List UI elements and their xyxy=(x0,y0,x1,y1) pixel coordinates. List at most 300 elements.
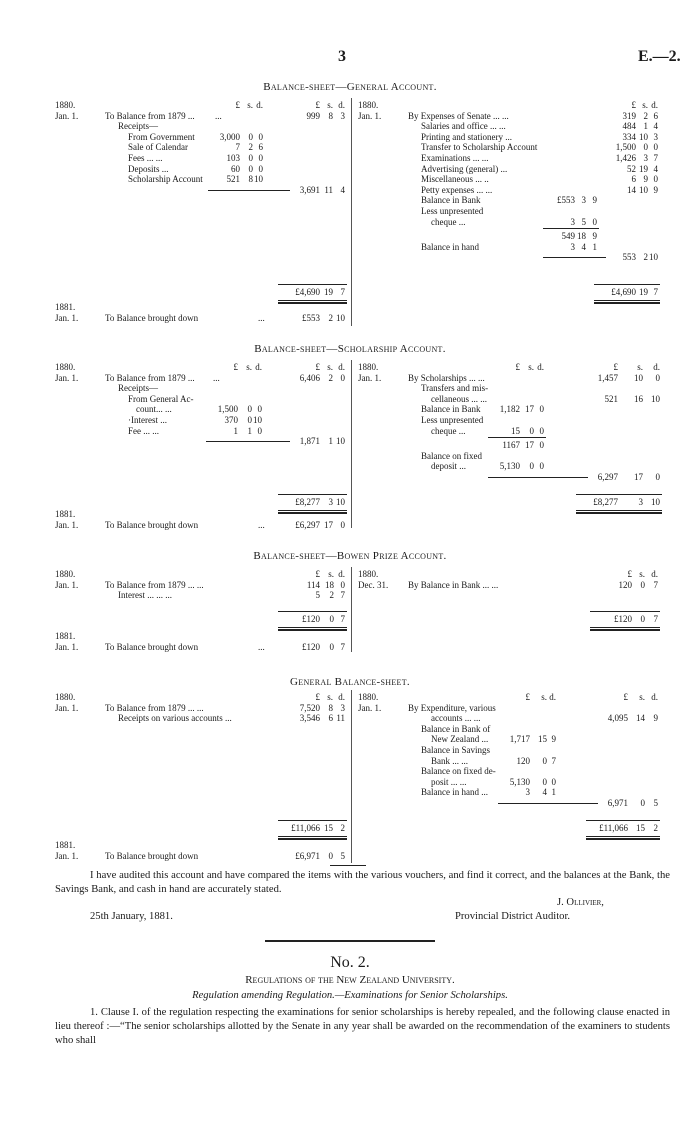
entry-label: Less unpresented xyxy=(421,205,484,216)
ledger-row xyxy=(47,713,352,724)
inner-amount-pence: 0 xyxy=(258,152,263,163)
entry-label: Balance in hand xyxy=(421,241,479,252)
inner-column-head-pounds: £ xyxy=(515,362,520,372)
outer-amount-pence: 0 xyxy=(655,471,660,482)
inner-amount-shillings: 0 xyxy=(248,131,253,142)
inner-amount-pounds: £553 xyxy=(557,195,575,206)
inner-column-head-pence: d. xyxy=(255,362,262,372)
inner-amount-shillings: 0 xyxy=(542,776,547,787)
entry-year: 1881. xyxy=(55,631,76,641)
outer-amount-shillings: 1 xyxy=(328,436,333,447)
outer-amount-pence: 0 xyxy=(653,142,658,153)
outer-column-head-pence: d. xyxy=(338,692,345,702)
outer-amount-pence: 10 xyxy=(649,252,658,263)
entry-label: To Balance from 1879 ... xyxy=(105,372,195,383)
total-rule xyxy=(278,494,347,495)
entry-label: To Balance brought down xyxy=(105,519,199,530)
outer-amount-pounds: 6,297 xyxy=(597,471,618,482)
entry-label: ·Interest ... xyxy=(128,414,167,425)
outer-amount-pence: 0 xyxy=(655,372,660,383)
total-amount-pounds: £4,690 xyxy=(295,287,320,297)
right-column xyxy=(358,569,663,590)
brought-down-amount-shillings: 0 xyxy=(329,641,334,652)
inner-amount-shillings: 17 xyxy=(525,440,534,451)
outer-amount-pence: 9 xyxy=(653,713,658,724)
brought-down-amount-pounds: £6,297 xyxy=(295,519,320,530)
outer-amount-pounds: 6 xyxy=(631,174,636,185)
ledger-row xyxy=(47,394,352,405)
brought-down-amount-shillings: 2 xyxy=(328,312,333,323)
outer-amount-shillings: 9 xyxy=(643,174,648,185)
balance-brought-down xyxy=(47,840,352,861)
entry-label: Fees ... ... xyxy=(128,152,163,163)
inner-amount-shillings: 18 xyxy=(577,231,586,242)
brought-down-amount-pounds: £553 xyxy=(302,312,320,323)
ledger-row xyxy=(358,580,663,591)
left-column xyxy=(47,100,352,195)
total-row xyxy=(358,823,663,834)
outer-column-head-shillings: s. xyxy=(327,362,333,372)
inner-amount-pence: 0 xyxy=(258,163,263,174)
total-amount-shillings: 0 xyxy=(640,614,645,624)
brought-down-amount-shillings: 0 xyxy=(328,850,333,861)
outer-amount-pounds: 6,406 xyxy=(299,372,320,383)
entry-date: Jan. 1. xyxy=(358,110,382,121)
inner-amount-pence: 9 xyxy=(592,195,597,206)
outer-amount-pounds: 7,520 xyxy=(299,702,320,713)
entry-date: Jan. 1. xyxy=(358,372,382,383)
entry-label: From Government xyxy=(128,131,195,142)
balance-brought-down xyxy=(47,509,352,530)
outer-amount-pence: 10 xyxy=(651,393,660,404)
ledger-row xyxy=(358,174,663,185)
inner-amount-shillings: 8 xyxy=(248,174,253,185)
inner-amount-pounds: 120 xyxy=(516,755,530,766)
entry-date: Jan. 1. xyxy=(55,850,79,861)
ledger-row xyxy=(47,404,352,415)
outer-amount-pounds: 521 xyxy=(604,393,618,404)
year-row xyxy=(47,840,352,851)
entry-label: Balance in Bank of xyxy=(421,723,491,734)
ledger-row xyxy=(358,394,663,405)
entry-date: Jan. 1. xyxy=(55,312,79,323)
entry-label: cheque ... xyxy=(431,216,466,227)
total-amount-shillings: 3 xyxy=(638,497,643,507)
total-double-rule xyxy=(576,510,662,514)
inner-amount-pounds: 1,182 xyxy=(499,404,520,415)
ledger-row xyxy=(358,383,663,394)
outer-amount-shillings: 17 xyxy=(634,471,643,482)
total-double-rule xyxy=(590,627,660,631)
inner-amount-pounds: 521 xyxy=(226,174,240,185)
inner-amount-shillings: 0 xyxy=(529,461,534,472)
section-title: Balance-sheet—Scholarship Account. xyxy=(254,343,446,355)
entry-label: Interest ... ... ... xyxy=(118,590,172,601)
auditor-signature: J. Ollivier, xyxy=(557,897,604,908)
outer-amount-pounds: 1,500 xyxy=(615,142,636,153)
ledger-row xyxy=(47,153,352,164)
leader-dots: ... xyxy=(258,641,265,652)
inner-amount-pounds: 3 xyxy=(525,787,530,798)
right-total xyxy=(358,614,663,625)
regulation-number: No. 2. xyxy=(330,954,370,971)
ledger-row xyxy=(47,703,352,714)
inner-column-head-pence: d. xyxy=(537,362,544,372)
right-column xyxy=(358,692,663,809)
outer-column-head-pence: d. xyxy=(338,569,345,579)
outer-amount-pounds: 553 xyxy=(622,252,636,263)
entry-label: Petty expenses ... ... xyxy=(421,184,493,195)
total-amount-shillings: 15 xyxy=(636,823,645,833)
audit-statement: I have audited this account and have compared the items with the various vouchers, and find it correct, and the balances at the Bank, the Savings Bank, and cash in hand are accurately stated. xyxy=(55,870,670,895)
entry-date: Jan. 1. xyxy=(55,372,79,383)
entry-label: To Balance brought down xyxy=(105,850,199,861)
outer-amount-shillings: 0 xyxy=(640,579,645,590)
inner-amount-pence: 1 xyxy=(551,787,556,798)
outer-amount-shillings: 16 xyxy=(634,393,643,404)
outer-amount-pounds: 5 xyxy=(315,590,320,601)
entry-label: Advertising (general) ... xyxy=(421,163,508,174)
inner-amount-pounds: 60 xyxy=(231,163,240,174)
outer-amount-shillings: 1 xyxy=(643,121,648,132)
total-rule xyxy=(278,820,347,821)
brought-down-amount-pence: 7 xyxy=(340,641,345,652)
ledger-row xyxy=(47,174,352,185)
entry-date: 1880. xyxy=(55,100,76,110)
ledger-row xyxy=(358,756,663,767)
entry-label: Deposits ... xyxy=(128,163,169,174)
outer-column-head-pounds: £ xyxy=(315,100,320,110)
carry-rule xyxy=(498,803,598,804)
total-row xyxy=(358,287,663,298)
ledger-row xyxy=(358,472,663,483)
outer-amount-pence: 7 xyxy=(340,590,345,601)
total-amount-pounds: £11,066 xyxy=(599,823,628,833)
inner-amount-pence: 9 xyxy=(551,734,556,745)
section-title: Balance-sheet—Bowen Prize Account. xyxy=(253,550,447,562)
inner-amount-pence: 0 xyxy=(539,404,544,415)
page-number: 3 xyxy=(338,48,346,65)
outer-amount-pence: 7 xyxy=(653,579,658,590)
entry-date: Jan. 1. xyxy=(358,702,382,713)
ledger-row xyxy=(358,692,663,703)
outer-amount-shillings: 6 xyxy=(328,713,333,724)
regulation-heading: Regulations of the New Zealand University. xyxy=(245,974,455,986)
ledger-row xyxy=(358,121,663,132)
outer-amount-shillings: 18 xyxy=(325,579,334,590)
audit-date: 25th January, 1881. xyxy=(90,911,173,922)
total-amount-pounds: £4,690 xyxy=(611,287,636,297)
inner-amount-shillings: 4 xyxy=(542,787,547,798)
outer-column-head-pence: d. xyxy=(338,362,345,372)
outer-amount-pounds: 6,971 xyxy=(607,797,628,808)
entry-label: From General Ac- xyxy=(128,393,194,404)
entry-label: Transfers and mis- xyxy=(421,383,489,394)
entry-date: 1880. xyxy=(358,569,379,579)
left-column xyxy=(47,362,352,447)
outer-amount-shillings: 0 xyxy=(640,797,645,808)
leader-dots: ... xyxy=(258,519,265,530)
outer-amount-pounds: 52 xyxy=(627,163,636,174)
inner-amount-shillings: 0 xyxy=(529,425,534,436)
outer-amount-shillings: 2 xyxy=(643,110,648,121)
total-rule xyxy=(278,284,347,285)
brought-down-amount-pounds: £120 xyxy=(302,641,320,652)
inner-amount-shillings: 0 xyxy=(248,152,253,163)
outer-column-head-shillings: s. xyxy=(327,100,333,110)
entry-date: 1880. xyxy=(55,569,76,579)
right-total xyxy=(358,823,663,834)
inner-amount-pounds: 1,500 xyxy=(217,404,238,415)
outer-amount-pence: 7 xyxy=(653,152,658,163)
entry-date: 1880. xyxy=(55,692,76,702)
inner-amount-shillings: 17 xyxy=(525,404,534,415)
entry-date: Jan. 1. xyxy=(55,641,79,652)
outer-amount-pounds: 120 xyxy=(618,579,632,590)
inner-amount-pounds: 3,000 xyxy=(219,131,240,142)
total-amount-shillings: 15 xyxy=(324,823,333,833)
entry-label: deposit ... xyxy=(431,461,466,472)
ledger-row xyxy=(47,436,352,447)
outer-amount-pence: 5 xyxy=(653,797,658,808)
inner-amount-shillings: 1 xyxy=(247,425,252,436)
outer-amount-shillings: 3 xyxy=(643,152,648,163)
entry-label: accounts ... ... xyxy=(431,713,481,724)
outer-amount-shillings: 2 xyxy=(328,372,333,383)
ledger-row xyxy=(358,787,663,798)
entry-label: Balance in Savings xyxy=(421,744,490,755)
outer-amount-shillings: 10 xyxy=(634,372,643,383)
inner-column-head-shillings: s. xyxy=(246,362,252,372)
ledger-row xyxy=(358,185,663,196)
total-row xyxy=(47,287,352,298)
ledger-row xyxy=(47,362,352,373)
outer-amount-pounds: 1,871 xyxy=(299,436,320,447)
entry-date: Jan. 1. xyxy=(55,702,79,713)
total-amount-pence: 7 xyxy=(653,287,658,297)
entry-label: Bank ... ... xyxy=(431,755,468,766)
ledger-row xyxy=(47,569,352,580)
outer-amount-pence: 6 xyxy=(653,110,658,121)
year-row xyxy=(47,302,352,313)
inner-amount-shillings: 2 xyxy=(248,142,253,153)
entry-label: cheque ... xyxy=(431,425,466,436)
ledger-row xyxy=(358,713,663,724)
subtotal-rule xyxy=(488,437,546,438)
outer-amount-pounds: 334 xyxy=(622,131,636,142)
inner-column-head-pence: d. xyxy=(256,100,263,110)
ledger-row xyxy=(358,451,663,462)
ledger-row xyxy=(358,426,663,437)
inner-amount-pence: 0 xyxy=(258,131,263,142)
ledger-row xyxy=(47,415,352,426)
entry-label: Receipts— xyxy=(118,121,158,132)
entry-label: Balance in Bank xyxy=(421,195,481,206)
outer-amount-shillings: 10 xyxy=(639,131,648,142)
left-column xyxy=(47,569,352,601)
inner-column-head-shillings: s. xyxy=(541,692,547,702)
year-row xyxy=(47,631,352,642)
entry-label: cellaneous ... ... xyxy=(431,393,487,404)
entry-date: 1880. xyxy=(55,362,76,372)
ledger-row xyxy=(47,426,352,437)
inner-column-head-shillings: s. xyxy=(528,362,534,372)
ledger-row xyxy=(358,100,663,111)
outer-column-head-pounds: £ xyxy=(315,692,320,702)
inner-column-head-shillings: s. xyxy=(247,100,253,110)
total-rule xyxy=(590,611,660,612)
entry-label: To Balance brought down xyxy=(105,312,199,323)
outer-column-head-shillings: s. xyxy=(327,692,333,702)
ledger-row xyxy=(358,242,663,253)
total-amount-pence: 7 xyxy=(340,287,345,297)
entry-label: Balance in Bank xyxy=(421,404,481,415)
ledger-row xyxy=(358,415,663,426)
inner-amount-pence: 10 xyxy=(254,174,263,185)
entry-label: Balance in hand ... xyxy=(421,787,488,798)
regulation-subheading: Regulation amending Regulation.—Examinations for Senior Scholarships. xyxy=(192,990,508,1001)
total-amount-pence: 10 xyxy=(336,497,345,507)
outer-amount-shillings: 19 xyxy=(639,163,648,174)
outer-column-head-pence: d. xyxy=(651,692,658,702)
leader-dots: ... xyxy=(213,372,220,383)
total-amount-pounds: £120 xyxy=(302,614,320,624)
entry-year: 1881. xyxy=(55,840,76,850)
entry-label: By Scholarships ... ... xyxy=(408,372,485,383)
leader-dots: ... xyxy=(258,312,265,323)
brought-down-amount-pence: 10 xyxy=(336,312,345,323)
ledger-row xyxy=(358,252,663,263)
outer-column-head-pence: d. xyxy=(338,100,345,110)
outer-column-head-pounds: £ xyxy=(623,692,628,702)
brought-down-row xyxy=(47,520,352,531)
ledger-row xyxy=(358,111,663,122)
outer-column-head-pence: d. xyxy=(651,569,658,579)
inner-amount-pounds: 3 xyxy=(570,241,575,252)
total-amount-pence: 2 xyxy=(653,823,658,833)
entry-label: Examinations ... ... xyxy=(421,152,489,163)
entry-label: By Balance in Bank ... ... xyxy=(408,579,499,590)
total-amount-pounds: £8,277 xyxy=(295,497,320,507)
entry-label: Sale of Calendar xyxy=(128,142,188,153)
ledger-row xyxy=(358,569,663,580)
inner-amount-pence: 0 xyxy=(257,404,262,415)
total-amount-pence: 2 xyxy=(340,823,345,833)
total-amount-pence: 10 xyxy=(651,497,660,507)
entry-label: To Balance from 1879 ... ... xyxy=(105,579,204,590)
inner-amount-pence: 10 xyxy=(253,414,262,425)
inner-amount-pounds: 1,717 xyxy=(509,734,530,745)
inner-amount-shillings: 0 xyxy=(542,755,547,766)
ledger-row xyxy=(358,373,663,384)
outer-amount-pounds: 999 xyxy=(306,110,320,121)
ledger-row xyxy=(358,703,663,714)
outer-column-head-shillings: s. xyxy=(642,100,648,110)
entry-label: Miscellaneous ... .. xyxy=(421,174,489,185)
outer-amount-pence: 4 xyxy=(340,184,345,195)
brought-down-amount-pence: 5 xyxy=(340,850,345,861)
total-amount-pounds: £8,277 xyxy=(593,497,618,507)
entry-label: Balance on fixed de- xyxy=(421,766,496,777)
ledger-row xyxy=(358,734,663,745)
outer-amount-pence: 10 xyxy=(336,436,345,447)
entry-label: To Balance from 1879 ... ... xyxy=(105,702,204,713)
ledger-row xyxy=(47,100,352,111)
outer-column-head-shillings: s. xyxy=(328,569,334,579)
entry-label: To Balance from 1879 ... xyxy=(105,110,195,121)
inner-amount-pence: 0 xyxy=(551,776,556,787)
brought-down-amount-pence: 0 xyxy=(340,519,345,530)
inner-amount-pence: 0 xyxy=(257,425,262,436)
total-row xyxy=(358,497,663,508)
entry-label: By Expenses of Senate ... ... xyxy=(408,110,509,121)
outer-amount-shillings: 10 xyxy=(639,184,648,195)
ledger-row xyxy=(47,590,352,601)
outer-column-head-pounds: £ xyxy=(631,100,636,110)
outer-amount-pounds: 1,426 xyxy=(615,152,636,163)
total-rule xyxy=(594,284,660,285)
left-total xyxy=(47,497,352,508)
inner-amount-pence: 0 xyxy=(539,425,544,436)
outer-amount-shillings: 0 xyxy=(643,142,648,153)
entry-label: New Zealand ... xyxy=(431,734,489,745)
brought-down-amount-pounds: £6,971 xyxy=(295,850,320,861)
ledger-row xyxy=(47,164,352,175)
entry-date: Jan. 1. xyxy=(55,579,79,590)
balance-brought-down xyxy=(47,302,352,323)
outer-column-head-pounds: £ xyxy=(315,569,320,579)
outer-amount-pounds: 3,691 xyxy=(299,184,320,195)
outer-amount-pence: 9 xyxy=(653,184,658,195)
total-double-rule xyxy=(594,300,660,304)
ledger-row xyxy=(358,164,663,175)
right-total xyxy=(358,497,663,508)
total-rule xyxy=(576,494,662,495)
left-column xyxy=(47,692,352,724)
outer-amount-pounds: 114 xyxy=(306,579,320,590)
outer-column-head-pounds: £ xyxy=(315,362,320,372)
ledger-row xyxy=(358,798,663,809)
entry-label: Transfer to Scholarship Account xyxy=(421,142,538,153)
ledger-row xyxy=(358,766,663,777)
ledger-row xyxy=(47,383,352,394)
ledger-row xyxy=(47,142,352,153)
outer-amount-pence: 0 xyxy=(340,579,345,590)
outer-column-head-shillings: s. xyxy=(639,569,645,579)
ledger-row xyxy=(358,404,663,415)
inner-column-head-pounds: £ xyxy=(235,100,240,110)
outer-column-head-pence: d. xyxy=(653,362,660,372)
outer-amount-pence: 0 xyxy=(340,372,345,383)
ledger-row xyxy=(358,777,663,788)
brought-down-amount-shillings: 17 xyxy=(324,519,333,530)
outer-amount-shillings: 2 xyxy=(329,590,334,601)
regulation-paragraph: 1. Clause I. of the regulation respecting the examinations for senior scholarships is hereby repealed, and the following clause enacted in lieu thereof :—“The senior scholarships allotted by the Senate in any year shall be awarded on the recommendation of the examiners to students who shall xyxy=(55,1007,670,1046)
outer-amount-pounds: 3,546 xyxy=(299,713,320,724)
section-title: Balance-sheet—General Account. xyxy=(263,81,437,93)
entry-label: Fee ... ... xyxy=(128,425,159,436)
entry-date: Dec. 31. xyxy=(358,579,389,590)
ledger-row xyxy=(47,692,352,703)
inner-column-head-pounds: £ xyxy=(525,692,530,702)
ledger-row xyxy=(47,373,352,384)
outer-column-head-shillings: s. xyxy=(639,692,645,702)
outer-amount-pence: 4 xyxy=(653,163,658,174)
entry-year: 1881. xyxy=(55,302,76,312)
outer-amount-pounds: 4,095 xyxy=(607,713,628,724)
outer-amount-pence: 3 xyxy=(653,131,658,142)
outer-amount-pounds: 484 xyxy=(622,121,636,132)
